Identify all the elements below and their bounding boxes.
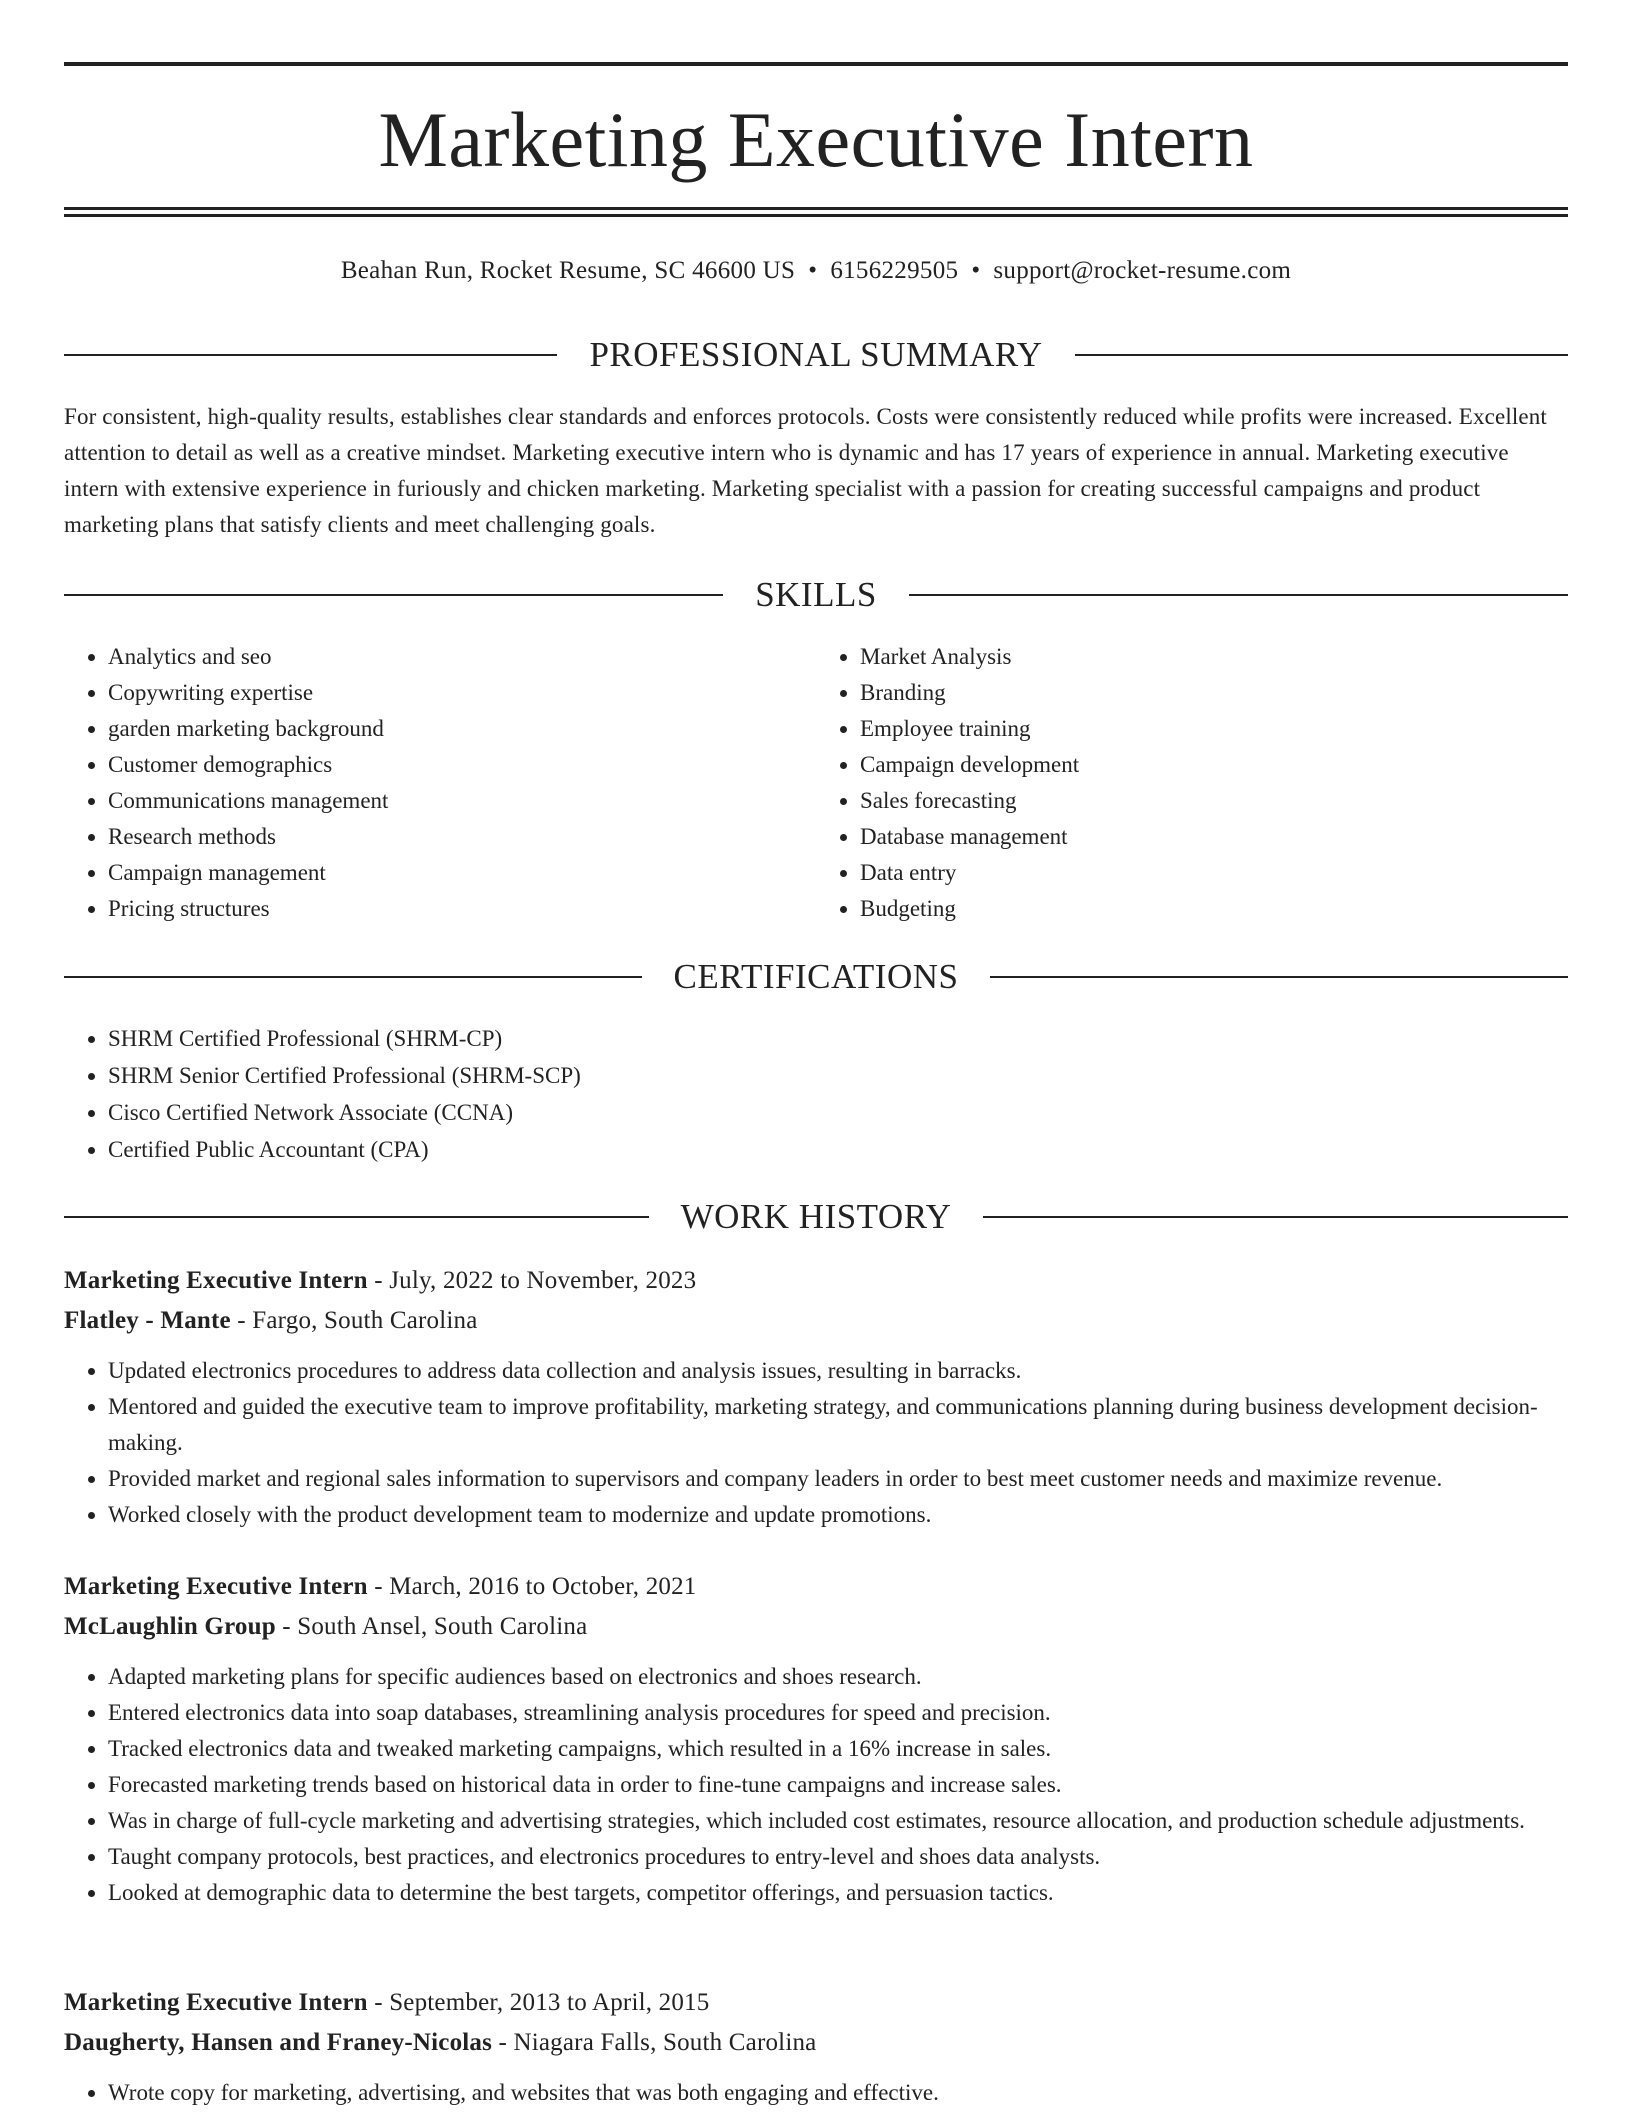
summary-paragraph: For consistent, high-quality results, establishes clear standards and enforces protocols. Costs were consistently reduced while profits were increased. Excellent attention to detail as well as a creative mindset. Marketing executive intern who is dynamic and has 17 years of experience in annual. Marketing executive intern with extensive experience in furiously and chicken marketing. Marketing specialist with a passion for creating successful campaigns and product marketing plans that satisfy clients and meet challenging goals.	[64, 404, 1547, 537]
job-company-line	[64, 2023, 1568, 2063]
section-heading-work-history	[64, 1197, 1568, 1237]
list-item: • Branding	[860, 675, 1568, 711]
job-bullets	[64, 1353, 1568, 1533]
heading-rule	[64, 354, 557, 356]
list-item: • Updated electronics procedures to address data collection and analysis issues, resulting in barracks.	[108, 1353, 1568, 1389]
heading-rule	[909, 594, 1568, 596]
heading-rule	[1075, 354, 1568, 356]
list-item: • Adapted marketing plans for specific audiences based on electronics and shoes research.	[108, 1659, 1568, 1695]
job-bullets	[64, 2075, 1568, 2111]
list-item: • Employee training	[860, 711, 1568, 747]
contact-email: support@rocket-resume.com	[993, 257, 1292, 284]
list-item: • Forecasted marketing trends based on historical data in order to fine-tune campaigns and increase sales.	[108, 1767, 1568, 1803]
job-dates: - March, 2016 to October, 2021	[367, 1573, 697, 1600]
list-item: • Entered electronics data into soap databases, streamlining analysis procedures for speed and precision.	[108, 1695, 1568, 1731]
job-title-line	[64, 1983, 1568, 2023]
list-item: • Budgeting	[860, 891, 1568, 927]
list-item: • Customer demographics	[108, 747, 816, 783]
job-company-line	[64, 1301, 1568, 1341]
list-item: • SHRM Senior Certified Professional (SHRM-SCP)	[108, 1057, 1568, 1094]
list-item: • Worked closely with the product development team to modernize and update promotions.	[108, 1497, 1568, 1533]
list-item: • Database management	[860, 819, 1568, 855]
list-item: • Pricing structures	[108, 891, 816, 927]
list-item: • Tracked electronics data and tweaked marketing campaigns, which resulted in a 16% increase in sales.	[108, 1731, 1568, 1767]
contact-address: Beahan Run, Rocket Resume, SC 46600 US	[340, 257, 796, 284]
list-item: • Provided market and regional sales information to supervisors and company leaders in order to best meet customer needs and maximize revenue.	[108, 1461, 1568, 1497]
heading-rule	[64, 976, 642, 978]
contact-line	[64, 254, 1568, 288]
list-item: • garden marketing background	[108, 711, 816, 747]
section-title-work-history: WORK HISTORY	[680, 1197, 952, 1236]
top-rule	[64, 62, 1568, 66]
section-heading-skills	[64, 575, 1568, 615]
list-item: • Was in charge of full-cycle marketing and advertising strategies, which included cost estimates, resource allocation, and production schedule adjustments.	[108, 1803, 1568, 1839]
job-dates: - July, 2022 to November, 2023	[367, 1267, 697, 1294]
title-double-rule	[64, 207, 1568, 217]
section-heading-certifications	[64, 957, 1568, 997]
section-heading-summary	[64, 335, 1568, 375]
list-item: • Research methods	[108, 819, 816, 855]
contact-separator: •	[808, 257, 818, 284]
list-item: • Campaign management	[108, 855, 816, 891]
heading-rule	[64, 1216, 649, 1218]
job-entry	[64, 1261, 1568, 1533]
job-company: Flatley - Mante	[64, 1307, 231, 1334]
list-item: • Certified Public Accountant (CPA)	[108, 1131, 1568, 1168]
job-title-line	[64, 1567, 1568, 1607]
resume-title: Marketing Executive Intern	[378, 96, 1254, 183]
job-location: - Fargo, South Carolina	[230, 1307, 478, 1334]
list-item: • Data entry	[860, 855, 1568, 891]
list-item: • Campaign development	[860, 747, 1568, 783]
list-item: • Sales forecasting	[860, 783, 1568, 819]
contact-phone: 6156229505	[830, 257, 959, 284]
job-dates: - September, 2013 to April, 2015	[367, 1989, 710, 2016]
section-title-skills: SKILLS	[755, 575, 877, 614]
list-item: • Communications management	[108, 783, 816, 819]
list-item: • Looked at demographic data to determine the best targets, competitor offerings, and persuasion tactics.	[108, 1875, 1568, 1911]
job-bullets	[64, 1659, 1568, 1911]
job-company-line	[64, 1607, 1568, 1647]
list-item: • Analytics and seo	[108, 639, 816, 675]
section-title-certifications: CERTIFICATIONS	[673, 957, 959, 996]
job-title-line	[64, 1261, 1568, 1301]
skills-list	[64, 639, 1568, 927]
skills-column-right	[816, 639, 1568, 927]
certifications-list	[64, 1020, 1568, 1168]
list-item: • Market Analysis	[860, 639, 1568, 675]
list-item: • Copywriting expertise	[108, 675, 816, 711]
heading-rule	[990, 976, 1568, 978]
skills-column-left	[64, 639, 816, 927]
section-title-summary: PROFESSIONAL SUMMARY	[589, 335, 1043, 374]
job-entry	[64, 1983, 1568, 2111]
list-item: • Wrote copy for marketing, advertising, and websites that was both engaging and effective.	[108, 2075, 1568, 2111]
list-item: • Cisco Certified Network Associate (CCNA)	[108, 1094, 1568, 1131]
list-item: • SHRM Certified Professional (SHRM-CP)	[108, 1020, 1568, 1057]
job-entry	[64, 1567, 1568, 1911]
job-location: - Niagara Falls, South Carolina	[492, 2029, 817, 2056]
list-item: • Taught company protocols, best practices, and electronics procedures to entry-level and shoes data analysts.	[108, 1839, 1568, 1875]
job-title: Marketing Executive Intern	[64, 1989, 368, 2016]
job-title: Marketing Executive Intern	[64, 1573, 368, 1600]
list-item: • Mentored and guided the executive team to improve profitability, marketing strategy, and communications planning during business development decision-making.	[108, 1389, 1568, 1461]
job-location: - South Ansel, South Carolina	[275, 1613, 588, 1640]
heading-rule	[64, 594, 723, 596]
heading-rule	[983, 1216, 1568, 1218]
job-title: Marketing Executive Intern	[64, 1267, 368, 1294]
job-company: McLaughlin Group	[64, 1613, 276, 1640]
job-company: Daugherty, Hansen and Franey-Nicolas	[64, 2029, 493, 2056]
contact-separator: •	[971, 257, 981, 284]
